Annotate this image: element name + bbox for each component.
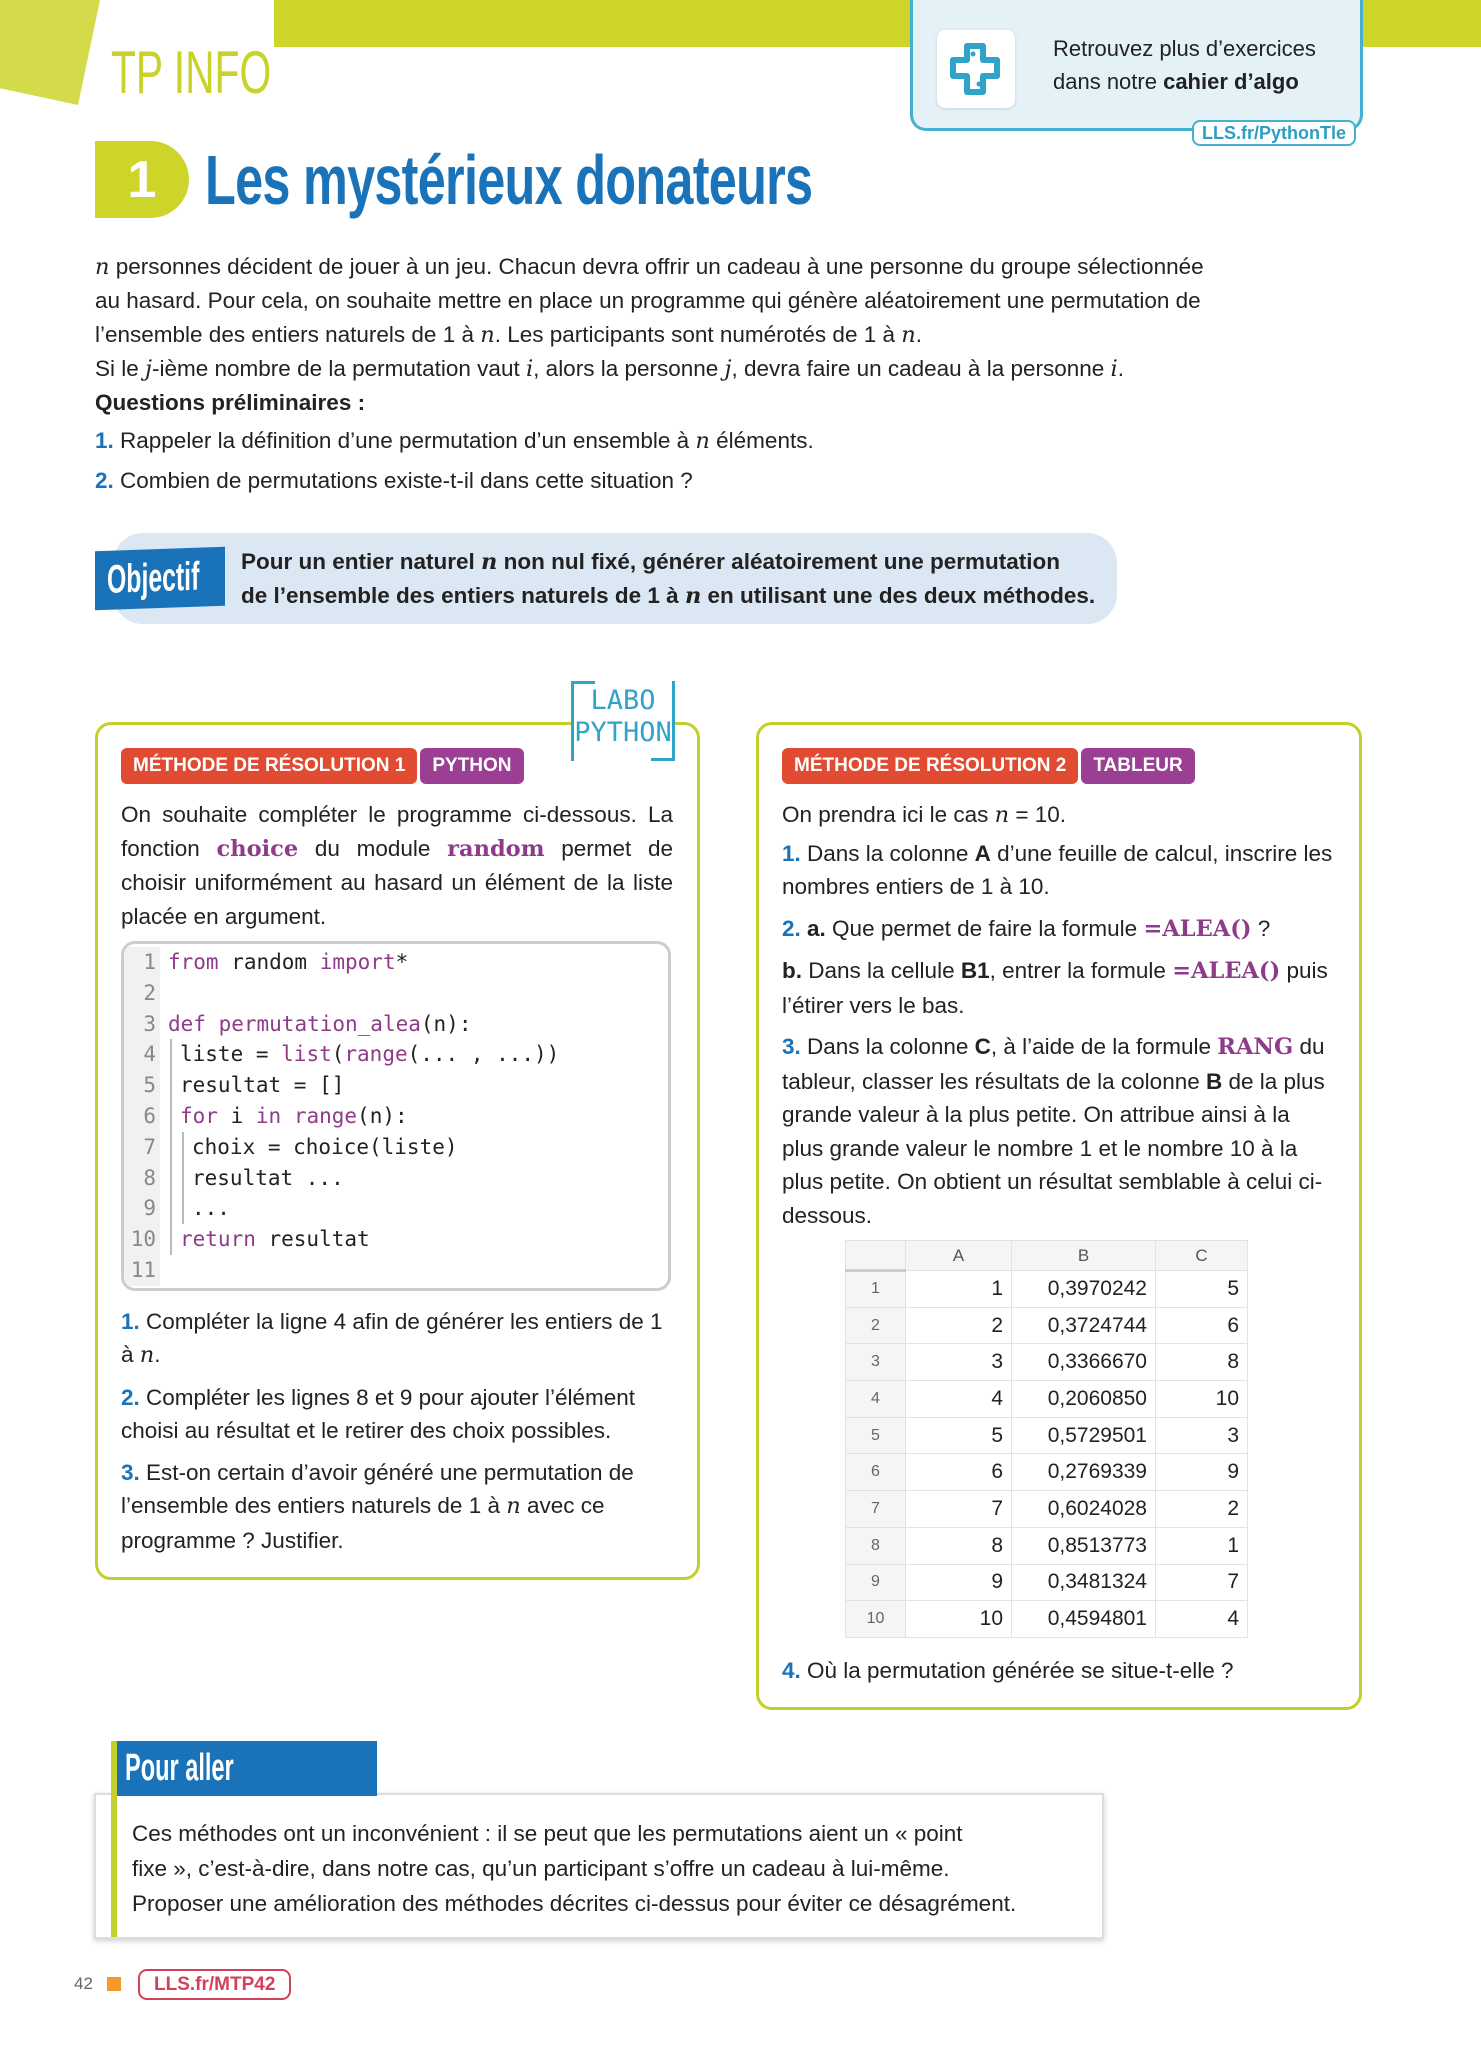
text-segment: , à l’aide de la formule: [990, 1034, 1218, 1059]
table-row: [846, 1454, 1248, 1491]
section-label: TP INFO: [111, 39, 272, 106]
text-segment: [206, 1009, 219, 1040]
method-1-intro: [121, 798, 673, 933]
column-header[interactable]: C: [1156, 1241, 1248, 1271]
objective-label: [95, 547, 225, 611]
intro-line: [95, 318, 1305, 352]
table-cell[interactable]: 0,2060850: [1012, 1381, 1156, 1418]
info-line: Retrouvez plus d’exercices: [1053, 36, 1316, 61]
labo-text: LABO: [590, 685, 656, 716]
indent-guide: [170, 1193, 180, 1224]
question: [782, 1030, 1337, 1232]
text-segment: du tableur, classer les résultats de la colonne: [782, 1034, 1325, 1094]
table-cell[interactable]: 2: [1156, 1491, 1248, 1528]
text-segment: d’une feuille de calcul, inscrire les nombres entiers de 1 à 10.: [782, 840, 1333, 899]
table-row: [846, 1601, 1248, 1638]
text-segment: non nul fixé, générer aléatoirement une permutation: [497, 549, 1060, 574]
code-line: [124, 1009, 668, 1040]
text-segment: Combien de permutations existe-t-il dans cette situation ?: [113, 468, 693, 493]
further-line: fixe », c’est-à-dire, dans notre cas, qu’un participant s’offre un cadeau à lui-même.: [132, 1856, 950, 1881]
table-cell[interactable]: 6: [906, 1454, 1012, 1491]
text-segment: a.: [807, 915, 826, 941]
line-number: 5: [124, 1070, 160, 1101]
text-segment: (n):: [357, 1103, 408, 1128]
further-line: Proposer une amélioration des méthodes décrites ci-dessus pour éviter ce désagrément.: [132, 1891, 1017, 1916]
labo-text: PYTHON: [574, 717, 672, 748]
python-icon: [937, 30, 1015, 108]
line-number: 8: [124, 1163, 160, 1194]
row-header[interactable]: 5: [846, 1417, 906, 1454]
text-segment: [281, 1101, 294, 1132]
row-header[interactable]: 6: [846, 1454, 906, 1491]
table-row: [846, 1381, 1248, 1418]
table-row: [846, 1307, 1248, 1344]
table-cell[interactable]: 0,2769339: [1012, 1454, 1156, 1491]
intro-line: [95, 284, 1305, 318]
table-cell[interactable]: 3: [1156, 1417, 1248, 1454]
text-segment: n: [139, 1342, 155, 1369]
intro-line: [95, 352, 1305, 386]
line-number: 3: [124, 1009, 160, 1040]
info-text-part: dans notre: [1053, 69, 1164, 94]
text-segment: B: [1205, 1068, 1223, 1094]
text-segment: , devra faire un cadeau à la personne: [731, 356, 1111, 381]
text-segment: n: [684, 583, 702, 609]
intro-text: [95, 250, 1305, 498]
info-text: [1053, 32, 1316, 98]
row-header[interactable]: 8: [846, 1527, 906, 1564]
question-4: [782, 1654, 1337, 1688]
text-segment: n: [994, 802, 1010, 828]
table-cell[interactable]: 1: [906, 1271, 1012, 1308]
text-segment: Rappeler la définition d’une permutation d’un ensemble à: [113, 428, 696, 453]
further-text: [132, 1816, 1092, 1921]
table-cell[interactable]: 5: [906, 1417, 1012, 1454]
page-title: Les mystérieux donateurs: [205, 141, 813, 219]
method-2-badges: [782, 748, 1337, 784]
table-cell[interactable]: 0,3481324: [1012, 1564, 1156, 1601]
further-label: [117, 1741, 377, 1796]
table-cell[interactable]: 0,8513773: [1012, 1527, 1156, 1564]
text-segment: (... , ...)): [407, 1042, 560, 1067]
python-link[interactable]: LLS.fr/PythonTle: [1192, 120, 1356, 146]
text-segment: 4.: [782, 1657, 801, 1683]
text-segment: liste =: [180, 1042, 282, 1067]
table-cell[interactable]: 7: [906, 1491, 1012, 1528]
objective-line: [241, 579, 1111, 613]
method-1-questions: [121, 1305, 673, 1558]
text-segment: Dans la cellule: [802, 958, 961, 983]
text-segment: personnes décident de jouer à un jeu. Chacun devra offrir un cadeau à une personne du groupe sélectionnée: [109, 254, 1204, 279]
text-segment: n: [95, 254, 110, 280]
table-cell[interactable]: 0,4594801: [1012, 1601, 1156, 1638]
table-row: [846, 1527, 1248, 1564]
indent-guide: [170, 1224, 180, 1255]
method-badge: MÉTHODE DE RÉSOLUTION 1: [121, 748, 417, 784]
indent-guide: [182, 1132, 192, 1163]
question: [782, 912, 1337, 947]
row-header[interactable]: 2: [846, 1307, 906, 1344]
text-segment: .: [1117, 356, 1125, 381]
method-badge: MÉTHODE DE RÉSOLUTION 2: [782, 748, 1078, 784]
text-segment: choix = choice(liste): [192, 1134, 458, 1159]
text-segment: du module: [298, 835, 448, 861]
question: [782, 954, 1337, 1022]
row-header[interactable]: 10: [846, 1601, 906, 1638]
line-number: 11: [124, 1255, 160, 1286]
code-line: [124, 1163, 668, 1194]
text-segment: RANG: [1217, 1034, 1294, 1060]
question: [121, 1456, 673, 1558]
text-segment: Compléter les lignes 8 et 9 pour ajouter l’élément choisi au résultat et le retirer des choix possibles.: [121, 1384, 636, 1444]
text-segment: A: [974, 840, 991, 866]
page-number: 42: [74, 1974, 93, 1993]
text-segment: 3.: [782, 1034, 801, 1059]
text-segment: Compléter la ligne 4 afin de générer les entiers de 1 à: [121, 1308, 663, 1368]
line-number: 7: [124, 1132, 160, 1163]
corner-decoration: [0, 0, 100, 105]
info-line: [1053, 65, 1316, 98]
text-segment: ?: [1251, 915, 1271, 941]
row-header[interactable]: 4: [846, 1381, 906, 1418]
table-cell[interactable]: 2: [906, 1307, 1012, 1344]
text-segment: =ALEA(): [1143, 915, 1252, 942]
text-segment: 2.: [121, 1384, 140, 1410]
table-cell[interactable]: 5: [1156, 1271, 1248, 1308]
table-cell[interactable]: 6: [1156, 1307, 1248, 1344]
text-segment: de la plus grande valeur à la plus petite. On attribue ainsi à la plus grande valeur le nombre 1 et le nombre 10 à la plus petite. On obtient un résultat semblable à celui ci-dessous.: [782, 1068, 1325, 1228]
method-1-card: [95, 722, 700, 1580]
text-segment: resultat ...: [192, 1165, 344, 1190]
labo-python-stamp: [571, 681, 675, 761]
table-cell[interactable]: 4: [1156, 1601, 1248, 1638]
text-segment: 2.: [782, 915, 801, 941]
text-segment: On souhaite compléter le programme ci-dessous. La fonction: [121, 802, 673, 861]
code-line: [124, 1039, 668, 1070]
indent-guide: [170, 1101, 180, 1132]
text-segment: , entrer la formule: [989, 958, 1173, 983]
code-line: [124, 1070, 668, 1101]
table-row: [846, 1417, 1248, 1454]
table-row: [846, 1344, 1248, 1381]
row-header[interactable]: 3: [846, 1344, 906, 1381]
text-segment: Dans la colonne: [800, 840, 975, 866]
statement: [782, 798, 1337, 833]
indent-guide: [170, 1039, 180, 1070]
tool-badge: TABLEUR: [1081, 748, 1194, 784]
text-segment: =ALEA(): [1172, 958, 1281, 984]
table-cell[interactable]: 0,3970242: [1012, 1271, 1156, 1308]
text-segment: range: [293, 1103, 358, 1128]
code-line: [124, 1255, 668, 1286]
row-header[interactable]: 7: [846, 1491, 906, 1528]
text-segment: import: [319, 950, 396, 974]
footer-link[interactable]: LLS.fr/MTP42: [138, 1969, 291, 2000]
line-number: 6: [124, 1101, 160, 1132]
text-segment: , alors la personne: [533, 356, 725, 381]
text-segment: éléments.: [709, 428, 814, 453]
table-cell[interactable]: 0,6024028: [1012, 1491, 1156, 1528]
text-segment: Pour un entier naturel: [241, 549, 482, 574]
text-segment: permutation_alea: [218, 1011, 421, 1036]
table-row: [846, 1564, 1248, 1601]
text-segment: random: [218, 950, 320, 974]
text-segment: choice: [216, 835, 299, 862]
text-segment: .: [154, 1342, 161, 1368]
further-line: Ces méthodes ont un inconvénient : il se peut que les permutations aient un « point: [132, 1821, 963, 1846]
table-cell[interactable]: 3: [906, 1344, 1012, 1381]
line-number: 10: [124, 1224, 160, 1255]
table-cell[interactable]: 8: [906, 1527, 1012, 1564]
text-segment: C: [974, 1034, 991, 1059]
text-segment: def: [168, 1011, 206, 1036]
text-segment: return: [180, 1227, 256, 1252]
table-cell[interactable]: 9: [1156, 1454, 1248, 1491]
line-number: 2: [124, 978, 160, 1009]
text-segment: permet de choisir uniformément au hasard un élément de la liste placée en argument.: [121, 835, 673, 929]
question: [782, 837, 1337, 904]
column-header[interactable]: B: [1012, 1241, 1156, 1271]
code-line: [124, 1132, 668, 1163]
text-segment: resultat: [255, 1227, 370, 1252]
table-cell[interactable]: 9: [906, 1564, 1012, 1601]
text-segment: Dans la colonne: [800, 1034, 975, 1059]
text-segment: .: [915, 322, 922, 347]
table-cell[interactable]: 0,3366670: [1012, 1344, 1156, 1381]
prelim-heading: Questions préliminaires :: [95, 390, 366, 415]
text-segment: .: [494, 322, 501, 347]
table-cell[interactable]: 10: [906, 1601, 1012, 1638]
text-segment: n: [506, 1493, 521, 1520]
text-segment: resultat = []: [180, 1073, 345, 1098]
method-2-text: [782, 798, 1337, 1232]
table-cell[interactable]: 4: [906, 1381, 1012, 1418]
text-segment: 1.: [95, 428, 114, 453]
text-segment: avec ce programme ? Justifier.: [121, 1493, 605, 1553]
indent-guide: [182, 1193, 192, 1224]
indent-guide: [170, 1070, 180, 1101]
text-segment: from: [168, 950, 219, 974]
method-2-card: [756, 722, 1362, 1710]
text-segment: B1: [960, 958, 990, 983]
text-segment: *: [395, 950, 409, 974]
column-header[interactable]: A: [906, 1241, 1012, 1271]
text-segment: On prendra ici le cas: [782, 802, 995, 827]
text-segment: Est-on certain d’avoir généré une permutation de l’ensemble des entiers naturels de 1 à: [121, 1459, 634, 1519]
text-segment: in: [255, 1103, 282, 1128]
text-segment: for: [180, 1103, 218, 1128]
text-segment: 3.: [121, 1459, 140, 1485]
row-header[interactable]: 9: [846, 1564, 906, 1601]
text-segment: Les participants sont numérotés de 1 à: [501, 322, 902, 347]
text-segment: puis l’étirer vers le bas.: [782, 958, 1328, 1018]
text-segment: en utilisant une des deux méthodes.: [701, 583, 1096, 608]
info-text-bold: cahier d’algo: [1163, 69, 1299, 94]
indent-guide: [182, 1163, 192, 1194]
line-number: 4: [124, 1039, 160, 1070]
code-line: [124, 1193, 668, 1224]
question-1: [95, 424, 1305, 458]
table-cell[interactable]: 10: [1156, 1381, 1248, 1418]
text-segment: n: [901, 322, 916, 348]
table-cell[interactable]: 0,5729501: [1012, 1417, 1156, 1454]
table-row: [846, 1491, 1248, 1528]
spreadsheet-table: [845, 1240, 1248, 1638]
question: [121, 1381, 673, 1448]
intro-line: [95, 250, 1305, 284]
table-row: [846, 1271, 1248, 1308]
objective-line: [241, 545, 1111, 579]
text-segment: -ième nombre de la permutation vaut: [152, 356, 526, 381]
code-line: [124, 978, 668, 1009]
text-segment: Où la permutation générée se situe-t-elle ?: [800, 1657, 1234, 1683]
code-line: [124, 1101, 668, 1132]
line-number: 1: [124, 947, 160, 978]
corner-cell: [846, 1241, 906, 1271]
algo-notebook-box: [910, 0, 1363, 131]
text-segment: au hasard. Pour cela, on souhaite mettre en place un programme qui génère aléatoirement une permutation de: [95, 288, 1201, 313]
objective-label-text: Objectif: [107, 554, 200, 602]
text-segment: n: [695, 428, 710, 454]
header-row: [846, 1241, 1248, 1271]
row-header[interactable]: 1: [846, 1271, 906, 1308]
question-2: [95, 464, 1305, 498]
text-segment: i: [525, 356, 534, 382]
table-cell[interactable]: 0,3724744: [1012, 1307, 1156, 1344]
text-segment: n: [480, 322, 495, 348]
code-line: [124, 947, 668, 978]
text-segment: ...: [192, 1196, 230, 1221]
objective-text: [241, 545, 1111, 613]
text-segment: list: [281, 1042, 332, 1067]
text-segment: 1.: [782, 840, 801, 866]
table-cell[interactable]: 1: [1156, 1527, 1248, 1564]
text-segment: i: [1110, 356, 1118, 382]
text-segment: l’ensemble des entiers naturels de 1 à: [95, 322, 481, 347]
text-segment: Si le: [95, 356, 146, 381]
code-block: [121, 941, 671, 1291]
footer-square-icon: [107, 1977, 121, 1991]
table-cell[interactable]: 8: [1156, 1344, 1248, 1381]
text-segment: n: [481, 549, 498, 575]
text-segment: 2.: [95, 468, 114, 493]
text-segment: random: [447, 835, 545, 862]
code-line: [124, 1224, 668, 1255]
tool-badge: PYTHON: [420, 748, 523, 784]
text-segment: (: [331, 1042, 345, 1067]
indent-guide: [170, 1132, 180, 1163]
text-segment: (n):: [420, 1011, 472, 1036]
exercise-number: 1: [95, 141, 189, 218]
line-number: 9: [124, 1193, 160, 1224]
table-cell[interactable]: 7: [1156, 1564, 1248, 1601]
text-segment: b.: [782, 958, 802, 983]
text-segment: j: [724, 356, 732, 382]
indent-guide: [170, 1163, 180, 1194]
text-segment: i: [217, 1103, 256, 1128]
text-segment: Que permet de faire la formule: [825, 915, 1144, 941]
text-segment: de l’ensemble des entiers naturels de 1 à: [241, 583, 685, 608]
text-segment: 1.: [121, 1308, 140, 1334]
further-label-text: Pour aller: [125, 1747, 234, 1789]
text-segment: range: [344, 1042, 408, 1067]
question: [121, 1305, 673, 1373]
text-segment: = 10.: [1009, 802, 1067, 827]
text-segment: j: [145, 356, 153, 382]
